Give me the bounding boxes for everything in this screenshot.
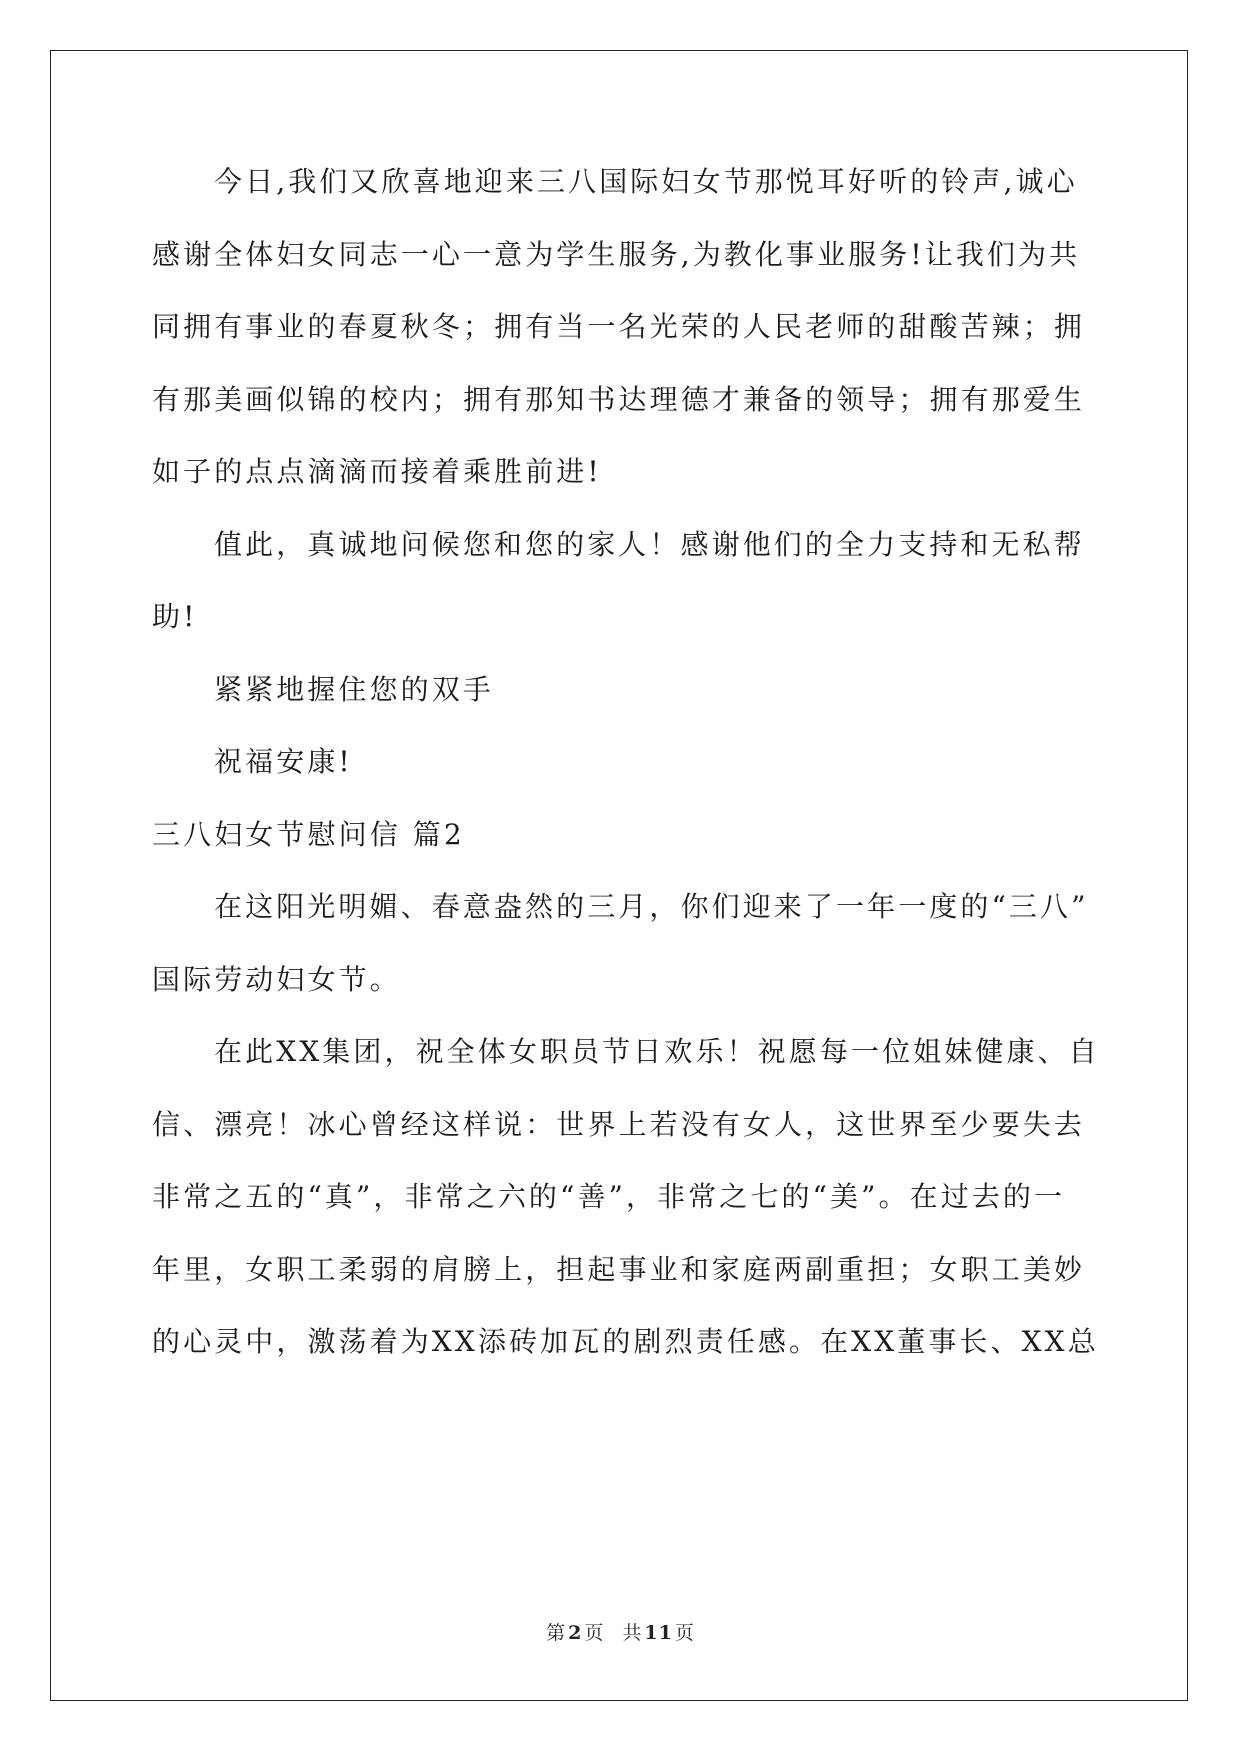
text-line: 在此XX集团，祝全体女职员节日欢乐！祝愿每一位姐妹健康、自	[214, 1035, 1100, 1068]
text-line: 今日,我们又欣喜地迎来三八国际妇女节那悦耳好听的铃声,诚心	[214, 165, 1078, 198]
text-line: 非常之五的“真”，非常之六的“善”，非常之七的“美”。在过去的一	[152, 1180, 1066, 1213]
text-line: 如子的点点滴滴而接着乘胜前进!	[152, 455, 602, 488]
text-line: 紧紧地握住您的双手	[214, 672, 494, 706]
text-line: 助!	[152, 600, 198, 633]
page-frame	[50, 50, 1188, 1701]
footer-prefix: 第	[546, 1622, 567, 1644]
text-line: 在这阳光明媚、春意盎然的三月，你们迎来了一年一度的“三八”	[214, 890, 1089, 923]
footer-total-pages: 11	[644, 1622, 673, 1644]
footer-page-number: 2	[568, 1622, 583, 1644]
text-line: 祝福安康!	[214, 745, 353, 778]
text-line: 同拥有事业的春夏秋冬；拥有当一名光荣的人民老师的甜酸苦辣；拥	[152, 310, 1086, 343]
page-footer	[0, 1618, 1241, 1645]
text-line: 三八妇女节慰问信 篇2	[152, 817, 465, 851]
text-line: 值此，真诚地问候您和您的家人！感谢他们的全力支持和无私帮	[214, 527, 1085, 561]
footer-page-unit: 页	[584, 1622, 605, 1644]
text-line: 信、漂亮！冰心曾经这样说：世界上若没有女人，这世界至少要失去	[152, 1107, 1086, 1141]
text-line: 国际劳动妇女节。	[152, 962, 401, 996]
text-line: 的心灵中，激荡着为XX添砖加瓦的剧烈责任感。在XX董事长、XX总	[152, 1325, 1099, 1358]
text-line: 感谢全体妇女同志一心一意为学生服务,为教化事业服务!让我们为共	[152, 237, 1081, 271]
text-line: 年里，女职工柔弱的肩膀上，担起事业和家庭两副重担；女职工美妙	[152, 1252, 1086, 1286]
footer-total-unit: 页	[674, 1622, 695, 1644]
footer-total-prefix: 共	[622, 1622, 643, 1644]
text-line: 有那美画似锦的校内；拥有那知书达理德才兼备的领导；拥有那爱生	[152, 382, 1086, 416]
